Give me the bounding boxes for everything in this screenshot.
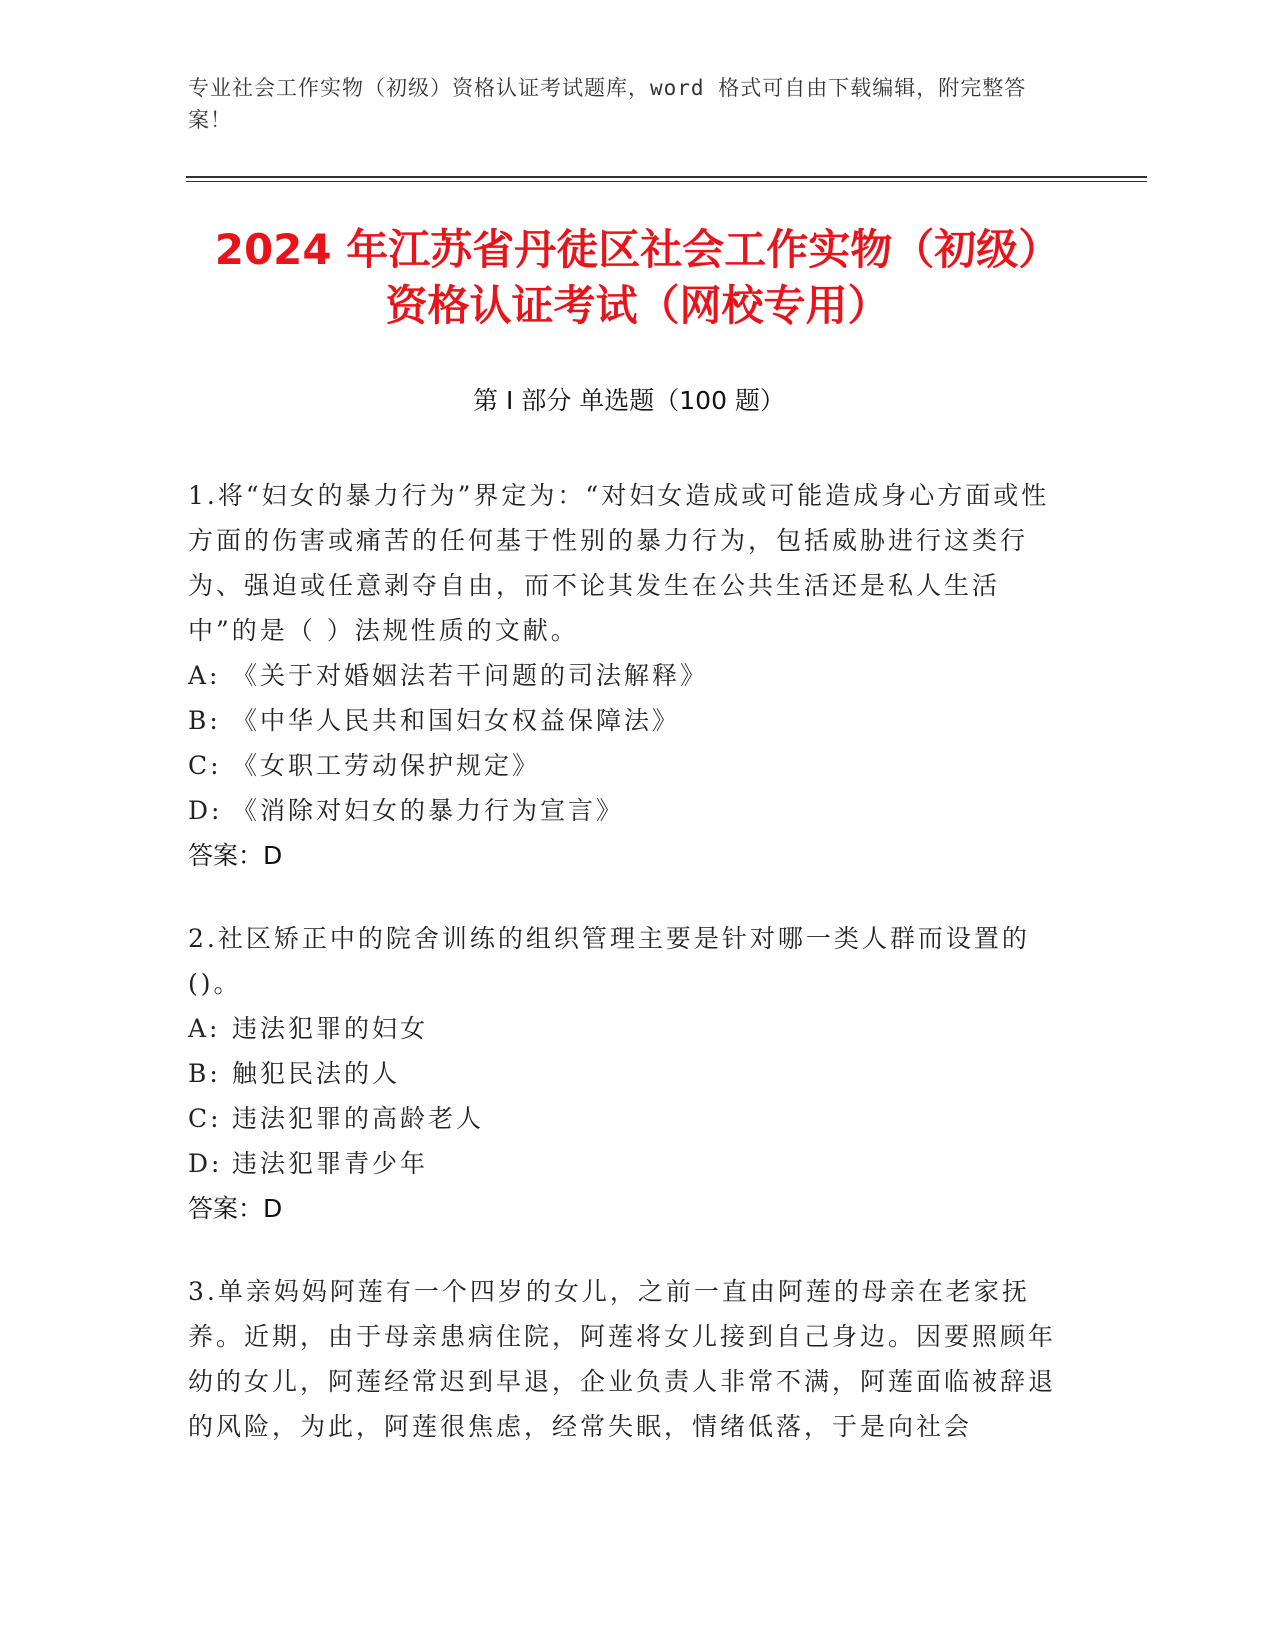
- option-letter: B:: [188, 706, 221, 735]
- question-1: [188, 473, 1058, 878]
- question-list: [188, 473, 1058, 1487]
- option-c: [188, 1096, 1058, 1141]
- option-text: 《关于对婚姻法若干问题的司法解释》: [232, 661, 709, 690]
- option-text: 违法犯罪的妇女: [232, 1014, 429, 1043]
- option-letter: C:: [188, 1104, 222, 1133]
- option-letter: C:: [188, 751, 222, 780]
- option-d: [188, 1141, 1058, 1186]
- option-text: 《女职工劳动保护规定》: [232, 751, 541, 780]
- option-d: [188, 788, 1058, 833]
- question-2: [188, 916, 1058, 1231]
- document-title: [130, 222, 1145, 334]
- answer-line: 答案：D: [188, 841, 283, 870]
- option-letter: B:: [188, 1059, 221, 1088]
- option-letter: A:: [188, 661, 221, 690]
- option-text: 违法犯罪的高龄老人: [232, 1104, 485, 1133]
- option-text: 《消除对妇女的暴力行为宣言》: [232, 796, 625, 825]
- header-note: 专业社会工作实物（初级）资格认证考试题库，word 格式可自由下载编辑，附完整答案！: [188, 76, 1027, 132]
- option-letter: D:: [188, 796, 223, 825]
- section-title: 第 I 部分 单选题（100 题）: [473, 386, 785, 415]
- question-stem: 3.单亲妈妈阿莲有一个四岁的女儿，之前一直由阿莲的母亲在老家抚养。近期，由于母亲患病住院，阿莲将女儿接到自己身边。因要照顾年幼的女儿，阿莲经常迟到早退，企业负责人非常不满，阿莲面临被辞退的风险，为此，阿莲很焦虑，经常失眠，情绪低落，于是向社会: [188, 1277, 1057, 1441]
- option-letter: A:: [188, 1014, 221, 1043]
- header-divider: [186, 176, 1147, 182]
- question-stem: 2.社区矫正中的院舍训练的组织管理主要是针对哪一类人群而设置的()。: [188, 924, 1030, 998]
- question-stem: 1.将“妇女的暴力行为”界定为：“对妇女造成或可能造成身心方面或性方面的伤害或痛苦的任何基于性别的暴力行为，包括威胁进行这类行为、强迫或任意剥夺自由，而不论其发生在公共生活还是私人生活中”的是（ ）法规性质的文献。: [188, 481, 1050, 645]
- option-b: [188, 698, 1058, 743]
- option-c: [188, 743, 1058, 788]
- option-text: 违法犯罪青少年: [232, 1149, 429, 1178]
- option-a: [188, 1006, 1058, 1051]
- title-line-1: 2024 年江苏省丹徒区社会工作实物（初级）: [214, 225, 1061, 274]
- answer-line: 答案：D: [188, 1194, 283, 1223]
- option-b: [188, 1051, 1058, 1096]
- title-line-2: 资格认证考试（网校专用）: [385, 281, 890, 330]
- option-text: 《中华人民共和国妇女权益保障法》: [232, 706, 681, 735]
- option-a: [188, 653, 1058, 698]
- question-3: [188, 1269, 1058, 1449]
- option-letter: D:: [188, 1149, 223, 1178]
- option-text: 触犯民法的人: [232, 1059, 401, 1088]
